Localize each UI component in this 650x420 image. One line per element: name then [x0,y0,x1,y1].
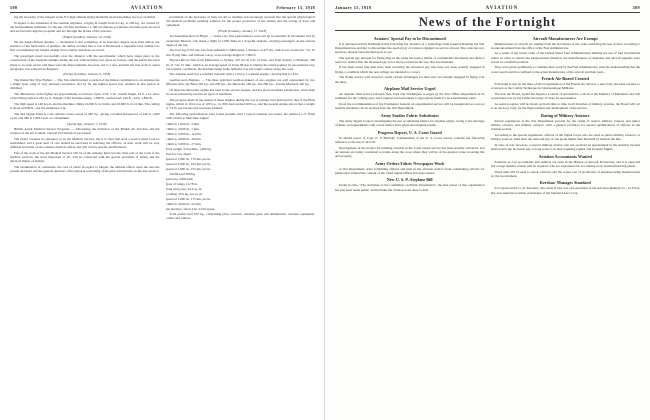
body-paragraph: Following action on the lines of the reorganization of the French Air Service, a new body has been created, to be known as the Comité Technique de l'Aéronautique Militaire. [490,82,640,91]
right-page-columns [335,33,640,417]
body-paragraph: Manufacturers of aircraft are exempt from the provisions of the order restricting the use of fuel, according to an announcement from the office of the Fuel Administrator. [490,41,640,50]
body-paragraph: Total useful load 610 kg., comprising pilot, observer, machine guns and ammunition, wireless equipment, bombs and camera. [165,211,315,221]
spec-list-item: Span of wings, 12.78 m. [165,182,198,187]
body-paragraph: incumbent on the Secretary of State for Air to institute and encourage research into the special physiological and medical problems awaiting solution for the proper protection of the airmen and the saving of lives and equipment. [165,15,315,28]
journal-name: AVIATION [485,6,519,11]
article-heading: Aviation Accountants Wanted [538,153,592,159]
spec-list-item: Loading, 33.6 kg. per sq. m. [165,192,203,197]
spec-list-item: Climb to 5,000 m., 27 min. [165,141,202,146]
spec-list-item: Total wing area, 43.4 sq. m. [165,187,203,192]
spec-list [166,177,316,211]
spec-list-item: Speed at 3,000 m., 165 km. per hr. [165,161,211,166]
body-paragraph: Under its title, "The Activities of the Committee on Public Information", the first report of that organization has just been made public, and includes the aviation work done to date. [335,183,485,192]
body-paragraph: The examination of candidates, the care of pilots in regard to fatigue, the altitude effects upon the nervous system and heart and the general question of the physical well-being of the pilot will devolve on the new service. [10,164,160,174]
body-paragraph: A War Department order forbidding officers and men in the aviation section from contributing articles for publication without the consent of the Chief Signal Officer has been issued. [335,166,485,175]
page-number: 509 [632,5,640,10]
body-paragraph: The dimensions of the fighter are approximately as follows: Span, 23 ft. 5 in.; overall length, 24 ft. 1 in.; Area of the lifting surfaces 262 sq. ft. Weight of the machine empty, 1,380 lb.; useful load, 440 lb.; total, 1,820 lb. [10,91,160,100]
body-paragraph: The SIA engine fitted is a six cylinder water-cooled of 260 h.p., giving a normal horsepower of 240 at 1,400 r.p.m. and 280 at 1,600 r.p.m. as a maximum. [10,111,160,120]
body-paragraph: According to the special regulations, officers of the Signal Corps who are rated as junior military aviators, or military aviators, shall have the rank and pay of one grade higher than that held by them in the line. [490,132,640,142]
body-paragraph: The special pay allowed for flying duty in the Army has been a matter of considerable discussion and there is reason to believe that the increased pay is not always earned in the way that was intended. [335,55,485,64]
spec-list-item: Climb to 3,000 m., 12 min. [165,131,202,136]
article-heading: Progress Report, U. S. Coast Guard [377,129,442,135]
body-paragraph: It is reported that G. D. Kershaw, who until of late was vice-president of the Advance-Rumely Co., La Porte, Ind., has taken the position of manager of the Standard Aero Corp. [490,186,640,195]
body-paragraph: The high speed is 140 m.p.h. and the machine climbs 10,000 ft. in 9 min. and 20,000 ft. in 24 min. The ceiling is about 22,000 ft., and the endurance 2 hr. [10,101,160,110]
body-paragraph: An airplane mail service between New York and Washington is urged by the Post Office Department in its estimates for the coming year, and Congress has been asked to appropriate funds for an experimental route. [335,92,485,101]
body-paragraph: German Aero-Engines. — The three principal German makers of aero engines are well represented by two different sizes, the Benz 220 h.p. and 230 h.p., the Mercedes 160 h.p. and 260 h.p., and the Maybach 240 h.p. [165,78,315,87]
body-paragraph: Upon the recommendation of the Postmaster General an experimental service will be inaugurated as soon as suitable machines can be secured from the War Department. [335,102,485,111]
body-paragraph: These men will be used to check contracts and the actual cost of production of airplanes being manufactured for the Government. [490,169,640,178]
body-paragraph: In view of war, however, a reserve military aviator who has received an appointment in the Aviation Section shall receive the increased pay so long as he is on duty requiring regular and frequent flights. [490,142,640,152]
spec-list-item: Speed at 1,000 m., 170 km. per hr. [165,156,211,161]
body-paragraph: In regard to the armament of the German airplanes, varying in weight from 4.2 kg. to 200 kg., are carried by the bombardment machines; for the use of battle airplanes a 1,100 revolutions per minute, machine guns are used and are fired through the propeller and not through the blades of the airscrew. [10,20,160,34]
text-column [491,33,641,417]
spec-list-item: Total weight of machine, 1,460 kg. [165,146,212,151]
article-heading: Aviators' Special Pay to be Discontinued [373,35,446,41]
body-paragraph: The following performances were found possible with a typical German two-seater, the Albatros C.V, fitted with a 220 h.p. Mercedes engine: [165,112,315,121]
spec-list-item: Climb to 2,000 m., 7 min. [165,126,200,131]
body-paragraph: The best leg of the trip was from Adelaide to Melbourne, a distance of 475 mi., which was covered in 7 hr. 25 min. flying time, and without a stop, at an average height of 7,000 ft. [165,48,315,57]
body-paragraph: An Australian Record Flight. — Some very fine performances were put up in Australia in November last by Lieutenant Bartsch, who made a flight of 1,000 miles in a Sopwith airplane, carrying passengers on the various stages of the trip. [165,34,315,47]
body-paragraph: The Italian SIA Type Fighter. — The SIA which formed a portion of the Italian contribution to an airplane has a single span wing of very unusual conception, and by far the highest speed ever attained in that period of climbing. [10,77,160,91]
spec-list-item: Climb to 4,000 m., 22 min. [165,202,202,207]
body-paragraph: The paragraph noted successfully over the distance with the aerodynamic which have taken place in the construction of the Zeppelin airships during the war without being ever given in extenso, and the public has been given to an open secret, and there were the improvements, however, but to a rare, and that the real work of aerial navigation was achieved in England. [10,54,160,71]
body-paragraph: Part of the work of the Air Medical Service will be of the ordinary kind, but the other part of the work of the medical services, the most important of all, will be connected with the special problems of flying and the physical fitness of airmen. [10,150,160,164]
body-paragraph: As aerial progress will be drawn up from time to time in all branches of military aviation, the Board will act as an advisory body for the improvement and development of the service. [490,102,640,111]
article-heading: New U. S. P. Airplane Bill [386,177,433,183]
issue-date: January 15, 1918 [335,5,372,10]
spec-list-item: Speed at 1,000 m., 175 km. per hr. [165,197,211,202]
body-paragraph: The airplane used was a standard Sopwith with a 110 h.p. Le Rhone engine, carrying fuel for 8 hr. [169,72,299,77]
article-heading: Aircraft Manufacturers Are Exempt [532,35,598,41]
spec-list-item: Fuel for 4 hr. flight. [165,151,192,156]
article-heading: Kershaw Manages Standard [539,180,591,186]
body-paragraph: Development of the project for utilizing aviation in the Coast Guard service has been steadily advanced, and air stations are being considered at points along the coast where they will be of the greatest value in saving life and property. [335,145,485,158]
body-paragraph: Beyond this he flew from Melbourne to Sydney, 475 mi. in 5 hr. 10 min., and from Sydney to Brisbane, 500 mi. in 7 hr. 15 min., which is an average speed of about 90 m.p.h. During the return journey he encountered very bad weather conditions, the machine being badly buffeted over the rough country along the coast. [165,58,315,71]
source-citation: (Aerial Age, January 7, 1918) [67,121,107,126]
source-citation: (Flying (London), January 9, 1918) [63,72,111,77]
left-page-columns [10,15,315,419]
body-paragraph: As a result of the recent order of the United States Fuel Administration limiting the use of fuel in industrial plants, in order to relieve the transportation situation, the manufacturers of airplanes and aircraft supplies were placed in a doubtful position. [490,51,640,64]
body-paragraph: It has been stated that men have been receiving the increased pay who have not been actually engaged in flying, a condition which the new rulings are intended to correct. [335,65,485,74]
section-title: News of the Fortnight [335,15,640,31]
body-paragraph: Useful load 390 kg. [169,171,196,176]
spec-list-item: Speed at 5,000 m., 155 km. per hr. [165,166,211,171]
body-paragraph: The progress made in the design of these engines during the war is perhaps best indicated by that of the Benz engine, which in 1914 was of 100 h.p., in 1916 had reached 200 h.p., and the present engine shows that a weight of 2.3 lb. per horsepower has been attained. [165,98,315,111]
right-page-header [335,5,640,13]
article-heading: Army Orders Fabric Newspaper Work [375,160,445,166]
body-paragraph: In annual report of Capt. E. P. Bertholf, Commandant of the U. S. Coast Guard, contains the following reference to the use of aircraft: [335,135,485,144]
body-paragraph: Of these the Mercedes engine has been in the service longest, and has given excellent satisfaction. It has been the most extensively used in all types of machines. [165,88,315,97]
issue-date: February 15, 1918 [276,5,315,10]
article-heading: Airplane Mail Service Urged [383,86,436,92]
body-paragraph: On the Anglo-French Airship. — Incidental to the conferring of an honorary degree upon Paul Adlon, the inventor of the fabrication of airships, the author recalled that it was at Berlin that a Zeppelin-Lanz airship was first accomplished the longest airship cross country distances on record. [10,40,160,53]
spec-list [166,122,316,171]
text-column [166,15,316,419]
text-column [10,15,160,419]
right-page [325,0,650,420]
body-paragraph: The new Air Board, styled the Superior Council of Aeronautics, will sit at the Ministry of Munitions and will be presided over by the Under-Secretary of State for Aeronautics. [490,92,640,101]
spec-list-item: Airscrew, 2,900 mm. [165,177,194,182]
spec-list-item: Climb to 1,000 m., 3 min. [165,121,200,126]
journal-name: AVIATION [130,6,164,11]
body-paragraph: They were given permission to continue their work by the Fuel Administrator, with the understanding that the power used would be confined to the actual manufacture of the aircraft and their parts. [490,65,640,74]
body-paragraph: British Aerial Medical Service Prepared. — Discussing the inclusion of the British Air Services and the creation of the Air Council, a Royal Proclamation was issued. [10,126,160,136]
left-page-header [10,5,315,13]
body-paragraph: Recent regulations of the War Department provide for the rating of reserve military aviators and junior military aviators, and military aviators, with a general provision for special qualifications of officers in the aviation section. [490,118,640,132]
body-paragraph: The Army Signal Corps is investigating the use of substitute fabrics for airplane wings, owing to the shortage of linen, and experiments with cotton fabrics have given encouraging results. [335,118,485,128]
spec-list-item: Air duration, about 4 hr. at full speed. [165,206,216,211]
page-number: 508 [10,5,18,10]
text-column [335,33,485,417]
article-heading: French Air-Board Created [541,76,589,82]
article-heading: Army Studies Fabric Substitutes [380,112,439,118]
body-paragraph: ing the necessity of the manual work. For high altitude flying thermally heated machines are now available. [14,15,156,19]
article-heading: Rating of Military Aviators [541,112,590,118]
source-citation: (Flight (London), January 17, 1918) [218,29,267,34]
body-paragraph: It is announced from Washington that following the adoption of a subterfuge from General Pershing the War Department has decided to discontinue the special pay of aviators engaged on service abroad. The order has not, however, already been decided upon as yet. [335,41,485,54]
body-paragraph: Positions as cost accountants and auditors are open in the Bureau of Aircraft Production, and it is expected that a large number of men will be required, who are experienced in accounting work in manufacturing plants. [490,159,640,168]
body-paragraph: The Order contains no reference to an Air Medical Service, but it is clear that such a service must soon be established, and a great deal of care should be exercised in selecting the officers, as their work will be very different from that of the ordinary medical officer and will call for special qualifications. [10,136,160,150]
source-citation: (Flight (London), January 10, 1918) [62,34,111,39]
spec-list-item: Climb to 4,000 m., 18 min. [165,136,202,141]
body-paragraph: The flying service will, however, retain certain advantages for men who are actually engaged in flying over the lines. [335,75,485,84]
